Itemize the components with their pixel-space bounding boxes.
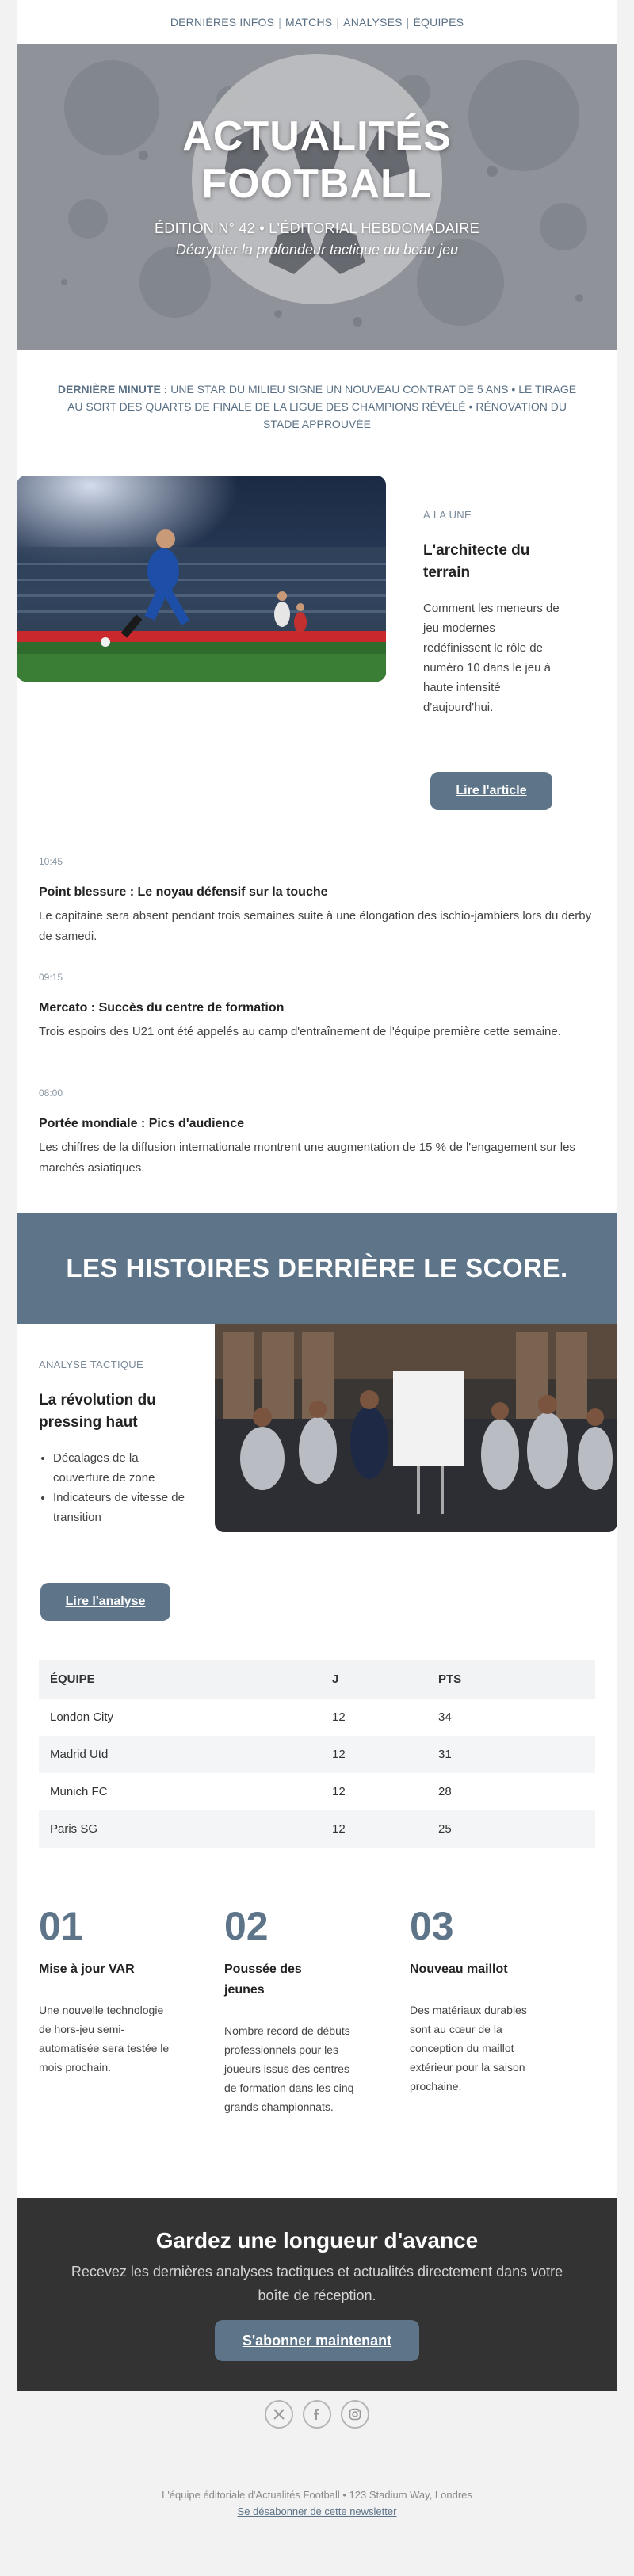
cell-played: 12 [332,1785,346,1798]
header-points: PTS [438,1672,462,1686]
news-item [39,856,595,972]
tactical-analysis [17,1324,617,1532]
highlight-number: 03 [410,1904,454,1948]
news-title[interactable]: Mercato : Succès du centre de formation [39,1001,285,1015]
feature-kicker: À LA UNE [423,509,472,521]
feature-image[interactable] [17,476,386,682]
nav-teams[interactable]: ÉQUIPES [413,16,464,29]
news-time: 08:00 [39,1087,63,1099]
news-time: 09:15 [39,972,63,983]
unsubscribe-link[interactable]: Se désabonner de cette newsletter [237,2505,397,2517]
nav-matches[interactable]: MATCHS [285,16,333,29]
footer-address: L'équipe éditoriale d'Actualités Football • 123 Stadium Way, Londres [162,2489,472,2501]
table-row [39,1699,595,1736]
edition-line: ÉDITION N° 42 • L'ÉDITORIAL HEBDOMADAIRE [154,220,480,236]
nav-separator: | [336,16,340,29]
standings-table [39,1660,595,1848]
news-item [39,1087,595,1203]
news-time: 10:45 [39,856,63,867]
cell-points: 31 [438,1748,452,1761]
cell-played: 12 [332,1822,346,1836]
cell-played: 12 [332,1748,346,1761]
table-row [39,1773,595,1810]
feature-body: Comment les meneurs de jeu modernes redéfinissent le rôle de numéro 10 dans le jeu à haute intensité d'aujourd'hui. [423,602,560,714]
cell-played: 12 [332,1710,346,1724]
read-analysis-button[interactable]: Lire l'analyse [40,1583,170,1621]
news-item [39,972,595,1087]
newsletter [17,0,617,2576]
highlight-item [224,1902,410,2116]
header-played: J [332,1672,339,1686]
x-icon[interactable] [265,2400,293,2429]
cell-points: 34 [438,1710,452,1724]
analysis-kicker: ANALYSE TACTIQUE [39,1359,143,1370]
highlight-number: 01 [39,1904,83,1948]
read-article-button[interactable]: Lire l'article [430,772,552,810]
analysis-bullets [39,1448,197,1527]
news-body: Trois espoirs des U21 ont été appelés au camp d'entraînement de l'équipe première cette semaine. [39,1025,561,1038]
facebook-icon[interactable] [303,2400,331,2429]
hero-text [17,113,617,258]
analysis-text [39,1359,197,1527]
analysis-bullet: • Indicateurs de vitesse de transition [53,1488,197,1527]
news-title[interactable]: Point blessure : Le noyau défensif sur la touche [39,885,328,899]
cell-points: 28 [438,1785,452,1798]
feature-title: L'architecte du terrain [423,542,530,581]
hero-title-line2: FOOTBALL [201,161,433,207]
hero-title-line1: ACTUALITÉS [182,113,452,159]
feature-article [17,476,617,714]
highlights-grid [39,1902,595,2116]
subscribe-cta [17,2198,617,2391]
social-links [17,2400,617,2429]
hero-tagline: Décrypter la profondeur tactique du beau jeu [175,242,459,258]
cell-team: Paris SG [50,1822,98,1836]
news-body: Les chiffres de la diffusion internationale montrent une augmentation de 15 % de l'engagement sur les marchés asiatiques. [39,1141,575,1175]
cell-team: London City [50,1710,114,1724]
cell-team: Madrid Utd [50,1748,109,1761]
news-body: Le capitaine sera absent pendant trois semaines suite à une élongation des ischio-jambiers lors du derby de samedi. [39,909,592,943]
cell-points: 25 [438,1822,452,1836]
feature-text [423,509,562,717]
highlight-number: 02 [224,1904,269,1948]
news-title[interactable]: Portée mondiale : Pics d'audience [39,1117,244,1130]
breaking-label: DERNIÈRE MINUTE : [57,383,168,396]
highlight-item [39,1902,224,2116]
highlight-item [410,1902,595,2116]
stadium-player-image [17,476,386,682]
analysis-title: La révolution du pressing haut [39,1392,156,1431]
news-list [39,856,595,1203]
footer [17,2391,617,2576]
nav-latest[interactable]: DERNIÈRES INFOS [170,16,275,29]
nav-separator: | [406,16,410,29]
instagram-icon[interactable] [341,2400,369,2429]
top-nav [17,0,617,44]
header-team: ÉQUIPE [50,1672,95,1686]
cell-team: Munich FC [50,1785,108,1798]
breaking-news-ticker [17,350,617,433]
highlight-title: Nouveau maillot [410,1963,508,1976]
breaking-text: UNE STAR DU MILIEU SIGNE UN NOUVEAU CONTRAT DE 5 ANS • LE TIRAGE AU SORT DES QUARTS DE FINALE DE LA LIGUE DES CHAMPIONS RÉVÉLÉ • RÉNOVATION DU STADE APPROUVÉE [67,383,577,430]
highlight-title: Mise à jour VAR [39,1963,135,1976]
analysis-bullet: • Décalages de la couverture de zone [53,1448,197,1488]
locker-room-image [215,1324,617,1532]
highlight-title: Poussée des jeunes [224,1963,302,1997]
section-banner: LES HISTOIRES DERRIÈRE LE SCORE. [17,1213,617,1324]
nav-analyses[interactable]: ANALYSES [343,16,403,29]
cta-title: Gardez une longueur d'avance [155,2228,479,2253]
analysis-image[interactable] [215,1324,617,1532]
table-row [39,1736,595,1773]
highlight-body: Une nouvelle technologie de hors-jeu semi-automatisée sera testée le mois prochain. [39,2004,170,2073]
nav-separator: | [278,16,282,29]
subscribe-button[interactable]: S'abonner maintenant [215,2320,419,2361]
table-header-row [39,1660,595,1699]
highlight-body: Nombre record de débuts professionnels pour les joueurs issus des centres de formation dans les cinq grands championnats. [224,2024,354,2113]
cta-body: Recevez les dernières analyses tactiques et actualités directement dans votre boîte de réception. [71,2264,563,2303]
highlight-body: Des matériaux durables sont au cœur de la conception du maillot extérieur pour la saison prochaine. [410,2004,527,2093]
table-row [39,1810,595,1848]
hero-banner [17,44,617,350]
hero-title [17,113,617,208]
